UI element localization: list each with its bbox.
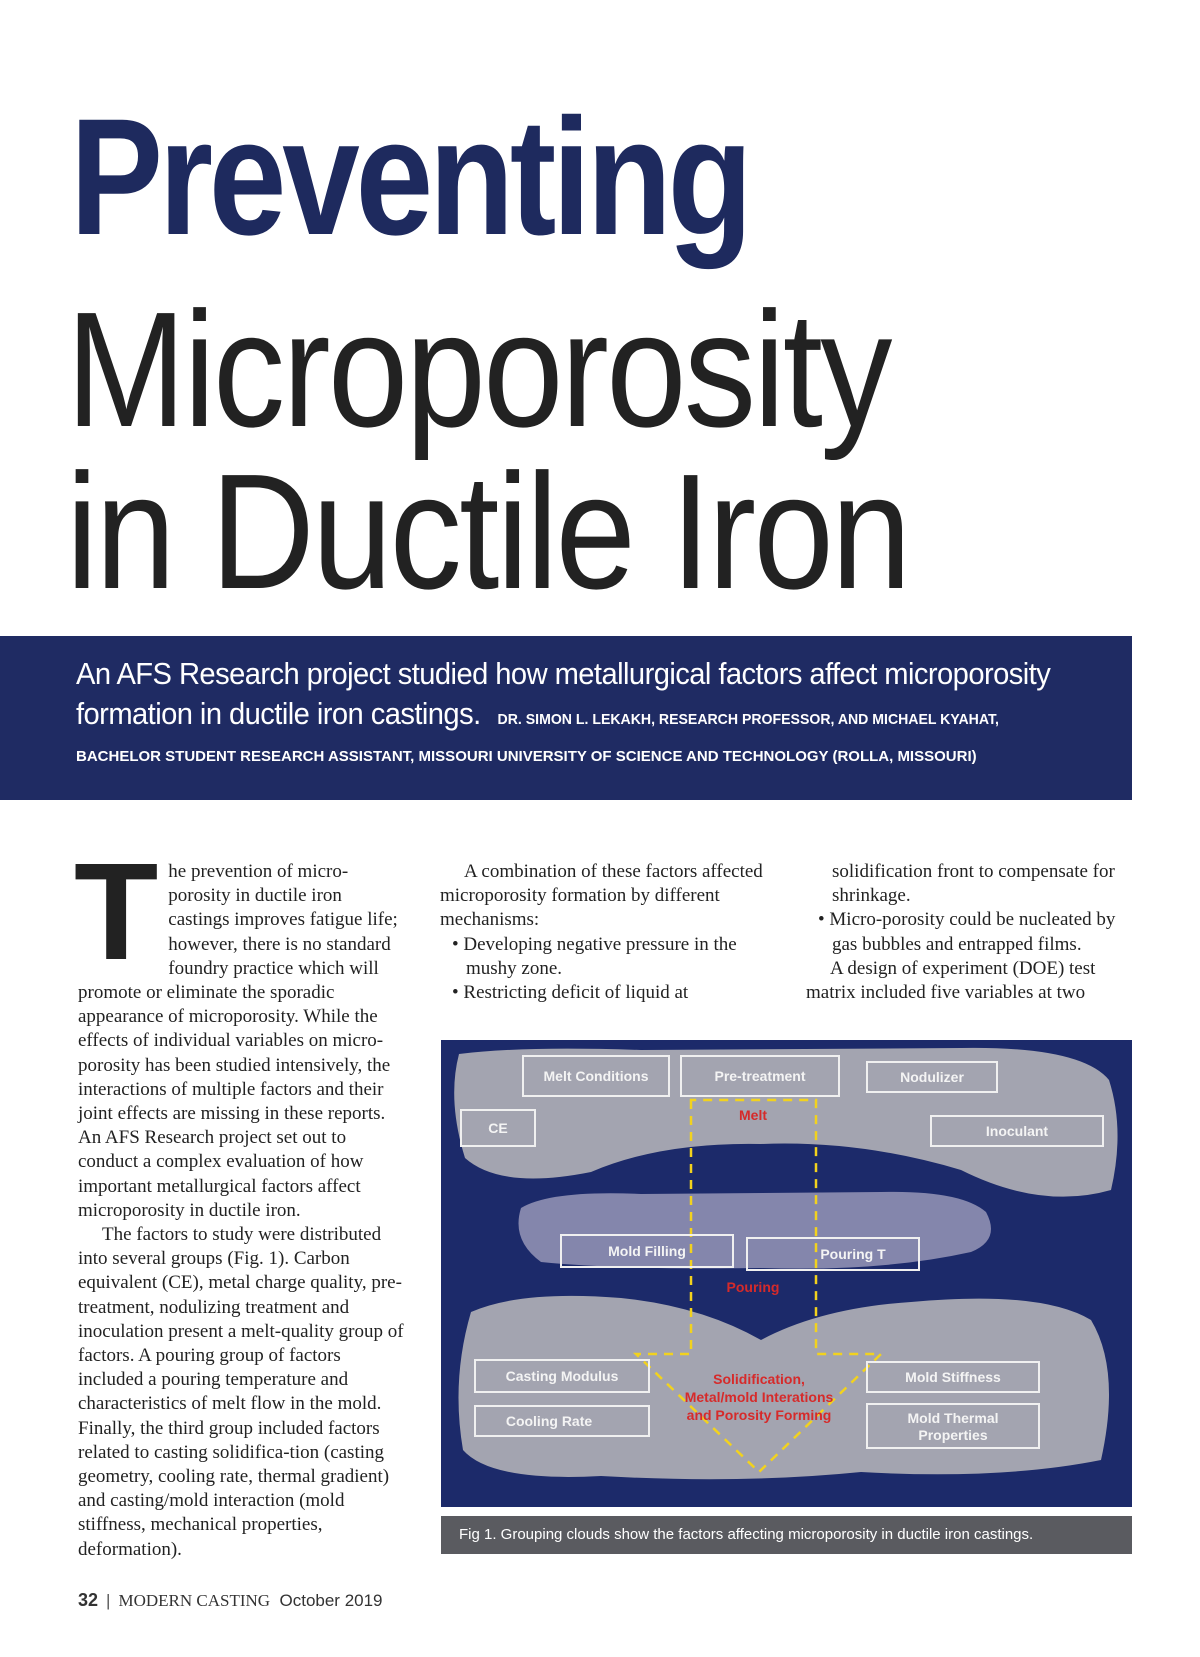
box-nodulizer: Nodulizer [900,1069,964,1085]
box-melt-conditions: Melt Conditions [543,1068,649,1084]
authors-line-1: DR. SIMON L. LEKAKH, RESEARCH PROFESSOR, AND MICHAEL KYAHAT, [497,711,999,728]
deck-text: An AFS Research project studied how metallurgical factors affect microporosity formation in ductile iron castings. [76,656,1051,731]
paragraph-continued: solidification front to compensate for shrinkage. [832,861,1115,907]
title-line-2: Microporosity [66,278,890,461]
box-mold-thermal-line-1: Mold Thermal [907,1410,999,1426]
box-cooling-rate: Cooling Rate [505,1413,593,1429]
deck [76,654,1054,740]
page-number: 32 [78,1590,99,1610]
box-mold-stiffness: Mold Stiffness [905,1369,1001,1385]
label-melt: Melt [739,1107,767,1123]
box-casting-modulus: Casting Modulus [505,1368,619,1384]
title-line-1: Preventing [70,85,749,270]
issue-date: October 2019 [279,1591,383,1610]
factor-diagram [441,1040,1132,1507]
label-solidification-1: Solidification, [713,1371,805,1387]
box-mold-filling: Mold Filling [608,1243,686,1259]
label-solidification-3: and Porosity Forming [686,1407,832,1423]
bullet-item: • Restricting deficit of liquid at [452,982,689,1004]
box-mold-thermal-line-2: Properties [918,1427,988,1443]
figure-caption [441,1516,1132,1554]
label-pouring: Pouring [726,1279,780,1295]
paragraph: The factors to study were distributed into several groups (Fig. 1). Carbon equivalent (CE), metal charge quality, pre-treatment, nodulizing treatment and inoculation present a melt-quality group of factors. A pouring group of factors included a pouring temperature and characteristics of melt flow in the mold. Finally, the third group included factors related to casting solidifica-tion (casting geometry, cooling rate, thermal gradient) and casting/mold interaction (mold stiffness, mechanical properties, deformation). [78,1224,404,1560]
pouring-cloud [519,1192,992,1269]
title-line-3: in Ductile Iron [66,440,909,623]
body-column-1 [74,835,404,1562]
drop-cap: T [74,835,159,989]
paragraph: A design of experiment (DOE) test matrix included five variables at two [806,957,1096,1004]
paragraph: A combination of these factors affected microporosity formation by different mechanisms: [440,861,763,931]
figure-1 [441,1040,1132,1507]
bullet-item: • Developing negative pressure in the mushy zone. [452,933,737,979]
magazine-name: MODERN CASTING [118,1591,271,1610]
box-inoculant: Inoculant [985,1123,1049,1139]
label-solidification-2: Metal/mold Interations [684,1389,834,1405]
paragraph: he prevention of micro-porosity in ductile iron castings improves fatigue life; however, there is no standard foundry practice which will promote or eliminate the sporadic appearance of microporosity. While the effects of individual variables on micro-porosity has been studied intensively, the interactions of multiple factors and their joint effects are missing in these reports. An AFS Research project set out to conduct a complex evaluation of how important metallurgical factors affect microporosity in ductile iron. [78,861,398,1221]
authors-line-2: BACHELOR STUDENT RESEARCH ASSISTANT, MISSOURI UNIVERSITY OF SCIENCE AND TECHNOLOGY (ROLLA, MISSOURI) [76,748,977,765]
bullet-item: • Micro-porosity could be nucleated by gas bubbles and entrapped films. [818,909,1116,955]
box-pouring-t: Pouring T [820,1246,886,1262]
box-ce: CE [488,1120,508,1136]
page-footer: 32 | MODERN CASTING October 2019 [78,1590,383,1610]
box-pre-treatment: Pre-treatment [714,1068,806,1084]
body-column-2 [440,860,780,1005]
figure-caption-text: Fig 1. Grouping clouds show the factors affecting microporosity in ductile iron castings. [459,1526,1034,1543]
deck-banner [0,636,1132,800]
body-column-3 [806,860,1138,1005]
